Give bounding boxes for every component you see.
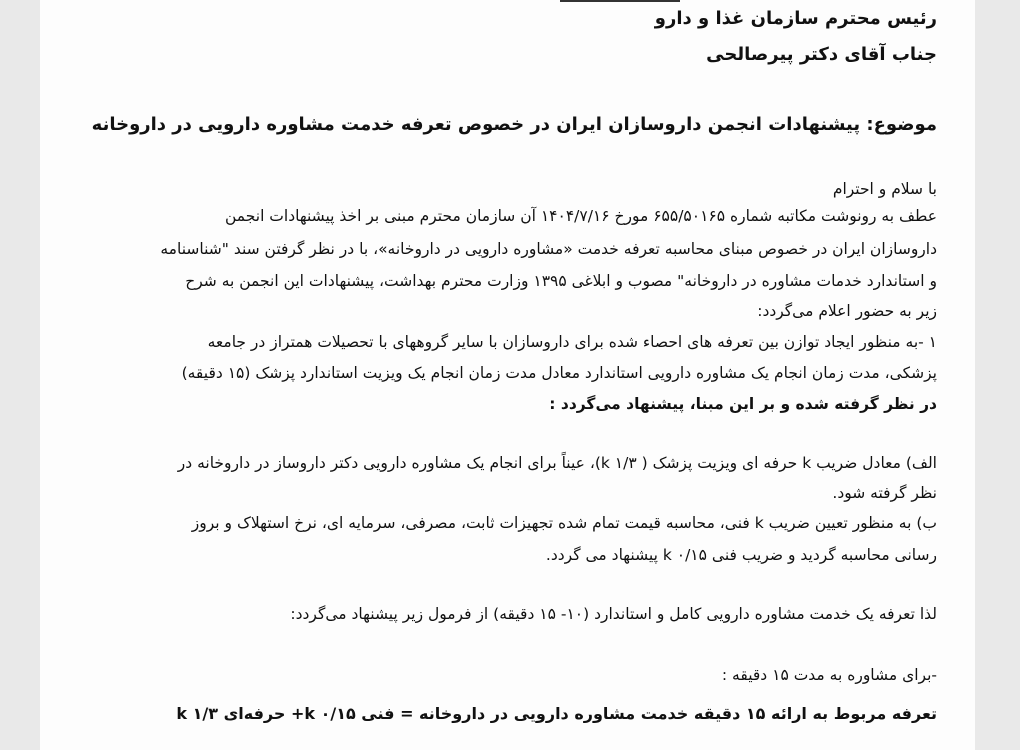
- tariff-formula: تعرفه مربوط به ارائه ۱۵ دقیقه خدمت مشاوره دارویی در داروخانه = فنی k ۰/۱۵+ حرفه‌ای k ۱/۳: [176, 704, 937, 723]
- bullet-item: -برای مشاوره به مدت ۱۵ دقیقه :: [721, 666, 937, 684]
- clause-alef-line: الف) معادل ضریب k حرفه ای ویزیت پزشک ( k ۱/۳)، عیناً برای انجام یک مشاوره دارویی دکتر داروساز در داروخانه در: [177, 454, 937, 472]
- paragraph-line: در نظر گرفته شده و بر این مبنا، پیشنهاد می‌گردد :: [549, 395, 937, 413]
- greeting: با سلام و احترام: [832, 180, 937, 198]
- paragraph-line: پزشکی، مدت زمان انجام یک مشاوره دارویی استاندارد معادل مدت زمان انجام یک ویزیت استاندارد پزشک (۱۵ دقیقه): [181, 364, 937, 382]
- paragraph-line: داروسازان ایران در خصوص مبنای محاسبه تعرفه خدمت «مشاوره دارویی در داروخانه»، با در نظر گرفتن سند "شناسنامه: [160, 240, 937, 258]
- letter-subject: موضوع: پیشنهادات انجمن داروسازان ایران در خصوص تعرفه خدمت مشاوره دارویی در داروخانه: [91, 114, 937, 135]
- letter-page: [40, 0, 975, 750]
- recipient-name: جناب آقای دکتر پیرصالحی: [706, 44, 937, 65]
- paragraph-line: ۱ -به منظور ایجاد توازن بین تعرفه های احصاء شده برای داروسازان با سایر گروههای با تحصیلات همتراز در جامعه: [207, 333, 937, 351]
- clause-be-line: رسانی محاسبه گردید و ضریب فنی k ۰/۱۵ پیشنهاد می گردد.: [545, 546, 937, 564]
- recipient-title: رئیس محترم سازمان غذا و دارو: [654, 8, 937, 29]
- clause-be-line: ب) به منظور تعیین ضریب k فنی، محاسبه قیمت تمام شده تجهیزات ثابت، مصرفی، سرمایه ای، نرخ استهلاک و بروز: [191, 514, 937, 532]
- tariff-intro: لذا تعرفه یک خدمت مشاوره دارویی کامل و استاندارد (۱۰- ۱۵ دقیقه) از فرمول زیر پیشنهاد می‌گردد:: [290, 605, 937, 623]
- paragraph-line: زیر به حضور اعلام می‌گردد:: [757, 302, 937, 320]
- header-rule: [560, 0, 680, 2]
- paragraph-line: و استاندارد خدمات مشاوره در داروخانه" مصوب و ابلاغی ۱۳۹۵ وزارت محترم بهداشت، پیشنهادات این انجمن به شرح: [185, 272, 937, 290]
- clause-alef-line: نظر گرفته شود.: [832, 484, 937, 502]
- paragraph-line: عطف به رونوشت مکاتبه شماره ۶۵۵/۵۰۱۶۵ مورخ ۱۴۰۴/۷/۱۶ آن سازمان محترم مبنی بر اخذ پیشنهادات انجمن: [224, 207, 937, 225]
